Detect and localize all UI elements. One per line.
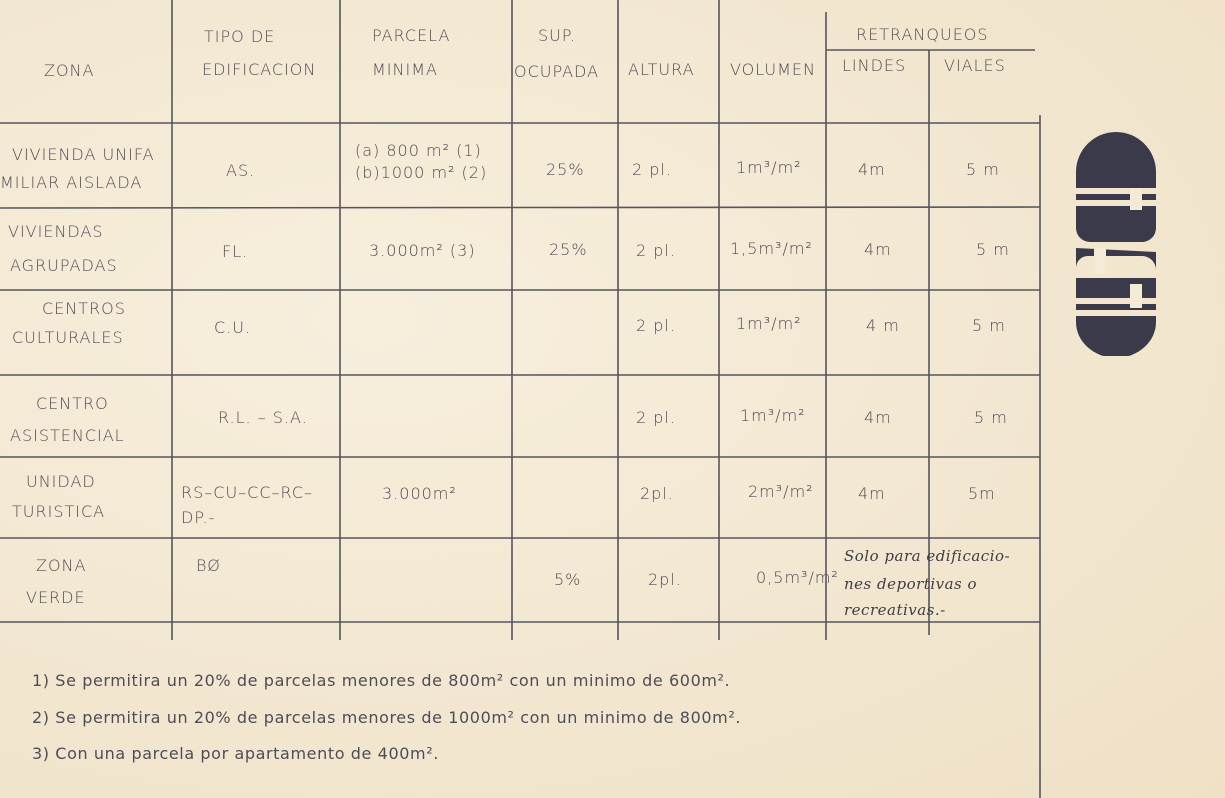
row1-zona-line2: MILIAR AISLADA bbox=[0, 173, 143, 192]
row5-lindes: 4m bbox=[858, 484, 886, 503]
row4-altura: 2 pl. bbox=[636, 408, 676, 427]
row2-zona-line1: VIVIENDAS bbox=[8, 222, 104, 241]
row1-viales: 5 m bbox=[966, 160, 1000, 179]
row1-parcela-line2: (b)1000 m² (2) bbox=[355, 163, 488, 182]
header-sup-line1: SUP. bbox=[538, 26, 577, 45]
row6-altura: 2pl. bbox=[648, 570, 682, 589]
header-parcela-line1: PARCELA bbox=[372, 26, 451, 45]
header-viales: VIALES bbox=[944, 56, 1006, 75]
row5-viales: 5m bbox=[968, 484, 996, 503]
row2-zona-line2: AGRUPADAS bbox=[10, 256, 118, 275]
row3-viales: 5 m bbox=[972, 316, 1006, 335]
row5-zona-line2: TURISTICA bbox=[12, 502, 106, 521]
row5-parcela: 3.000m² bbox=[382, 484, 457, 503]
row6-retranqueos-note-line2: nes deportivas o bbox=[844, 575, 978, 593]
header-sup-line2: OCUPADA bbox=[514, 62, 600, 81]
footnote-3: 3) Con una parcela por apartamento de 400m². bbox=[32, 744, 439, 763]
row2-parcela: 3.000m² (3) bbox=[369, 241, 476, 260]
row2-viales: 5 m bbox=[976, 240, 1010, 259]
footnote-1: 1) Se permitira un 20% de parcelas menores de 800m² con un minimo de 600m². bbox=[32, 671, 731, 690]
row2-lindes: 4m bbox=[864, 240, 892, 259]
header-altura: ALTURA bbox=[628, 60, 695, 79]
header-lindes: LINDES bbox=[842, 56, 907, 75]
header-parcela-line2: MINIMA bbox=[372, 60, 438, 79]
row5-zona-line1: UNIDAD bbox=[26, 472, 96, 491]
row2-volumen: 1,5m³/m² bbox=[730, 239, 813, 258]
row1-sup: 25% bbox=[546, 160, 585, 179]
stacked-circles-logo-icon bbox=[1072, 128, 1162, 356]
row1-lindes: 4m bbox=[858, 160, 886, 179]
row5-altura: 2pl. bbox=[640, 484, 674, 503]
header-tipo-line2: EDIFICACION bbox=[202, 60, 317, 79]
row4-tipo: R.L. – S.A. bbox=[218, 408, 308, 427]
row6-sup: 5% bbox=[554, 570, 582, 589]
footnote-2: 2) Se permitira un 20% de parcelas menores de 1000m² con un minimo de 800m². bbox=[32, 708, 742, 727]
header-tipo-line1: TIPO DE bbox=[204, 27, 276, 46]
row1-tipo: AS. bbox=[226, 161, 256, 180]
row1-altura: 2 pl. bbox=[632, 160, 672, 179]
row2-tipo: FL. bbox=[222, 242, 249, 261]
row3-lindes: 4 m bbox=[866, 316, 900, 335]
row6-volumen: 0,5m³/m² bbox=[756, 568, 839, 587]
row4-viales: 5 m bbox=[974, 408, 1008, 427]
row6-retranqueos-note-line1: Solo para edificacio- bbox=[844, 547, 1011, 565]
row1-volumen: 1m³/m² bbox=[736, 158, 802, 177]
row6-tipo: BØ bbox=[196, 556, 221, 575]
row5-tipo-line2: DP.- bbox=[181, 508, 216, 527]
row6-zona-line1: ZONA bbox=[36, 556, 87, 575]
row1-parcela-line1: (a) 800 m² (1) bbox=[355, 141, 482, 160]
row3-altura: 2 pl. bbox=[636, 316, 676, 335]
row3-tipo: C.U. bbox=[214, 318, 252, 337]
row2-altura: 2 pl. bbox=[636, 241, 676, 260]
row1-zona-line1: VIVIENDA UNIFA bbox=[12, 145, 155, 164]
header-volumen: VOLUMEN bbox=[730, 60, 816, 79]
row2-sup: 25% bbox=[549, 240, 588, 259]
header-retranqueos: RETRANQUEOS bbox=[856, 25, 989, 44]
row5-volumen: 2m³/m² bbox=[748, 482, 814, 501]
row4-lindes: 4m bbox=[864, 408, 892, 427]
row3-volumen: 1m³/m² bbox=[736, 314, 802, 333]
row4-zona-line2: ASISTENCIAL bbox=[10, 426, 125, 445]
row4-zona-line1: CENTRO bbox=[36, 394, 109, 413]
row4-volumen: 1m³/m² bbox=[740, 406, 806, 425]
header-zona: ZONA bbox=[44, 61, 95, 80]
row6-retranqueos-note-line3: recreativas.- bbox=[844, 601, 946, 619]
row3-zona-line2: CULTURALES bbox=[12, 328, 124, 347]
row5-tipo-line1: RS–CU–CC–RC– bbox=[181, 483, 313, 502]
row6-zona-line2: VERDE bbox=[26, 588, 86, 607]
row3-zona-line1: CENTROS bbox=[42, 299, 126, 318]
